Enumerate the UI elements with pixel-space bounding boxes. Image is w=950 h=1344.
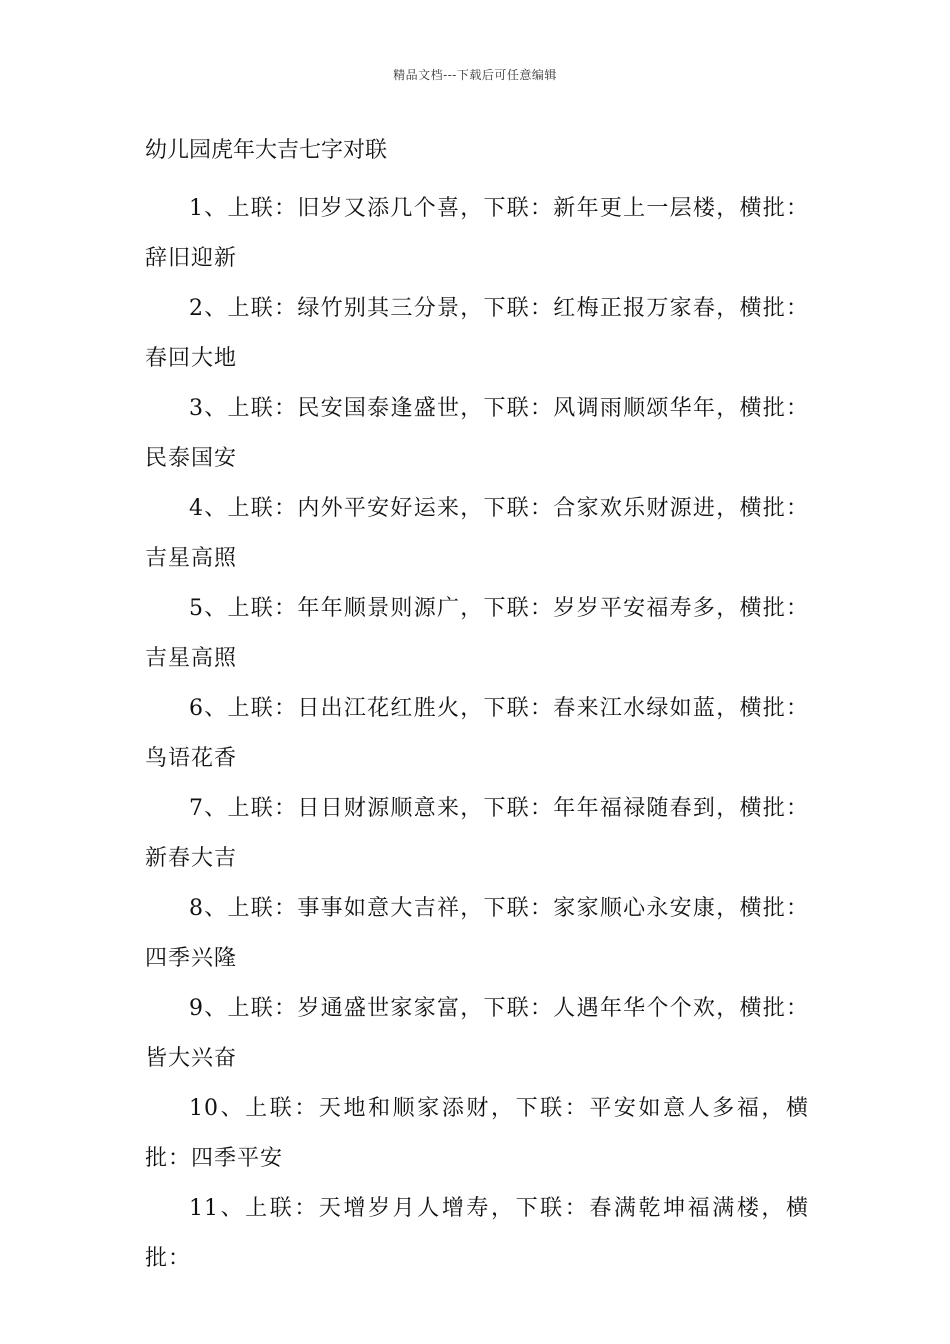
couplet-entry-3: 3、上联：民安国泰逢盛世，下联：风调雨顺颂华年，横批：民泰国安	[145, 396, 809, 471]
couplet-entry-10: 10、上联：天地和顺家添财，下联：平安如意人多福，横批：四季平安	[145, 1096, 809, 1171]
document-title: 幼儿园虎年大吉七字对联	[145, 138, 388, 163]
couplet-entry-2: 2、上联：绿竹别其三分景，下联：红梅正报万家春，横批：春回大地	[145, 296, 809, 371]
couplet-entry-1: 1、上联：旧岁又添几个喜，下联：新年更上一层楼，横批：辞旧迎新	[145, 196, 809, 271]
couplet-entry-9: 9、上联：岁通盛世家家富，下联：人遇年华个个欢，横批：皆大兴奋	[145, 996, 809, 1071]
couplet-entry-11: 11、上联：天增岁月人增寿，下联：春满乾坤福满楼，横批：	[145, 1196, 809, 1271]
page-header: 精品文档---下载后可任意编辑	[393, 68, 557, 82]
couplet-entry-4: 4、上联：内外平安好运来，下联：合家欢乐财源进，横批：吉星高照	[145, 496, 809, 571]
couplet-entry-5: 5、上联：年年顺景则源广，下联：岁岁平安福寿多，横批：吉星高照	[145, 596, 809, 671]
couplet-entry-7: 7、上联：日日财源顺意来，下联：年年福禄随春到，横批：新春大吉	[145, 796, 809, 871]
couplet-entry-6: 6、上联：日出江花红胜火，下联：春来江水绿如蓝，横批：鸟语花香	[145, 696, 809, 771]
couplet-entry-8: 8、上联：事事如意大吉祥，下联：家家顺心永安康，横批：四季兴隆	[145, 896, 809, 971]
document-body	[145, 134, 809, 1284]
